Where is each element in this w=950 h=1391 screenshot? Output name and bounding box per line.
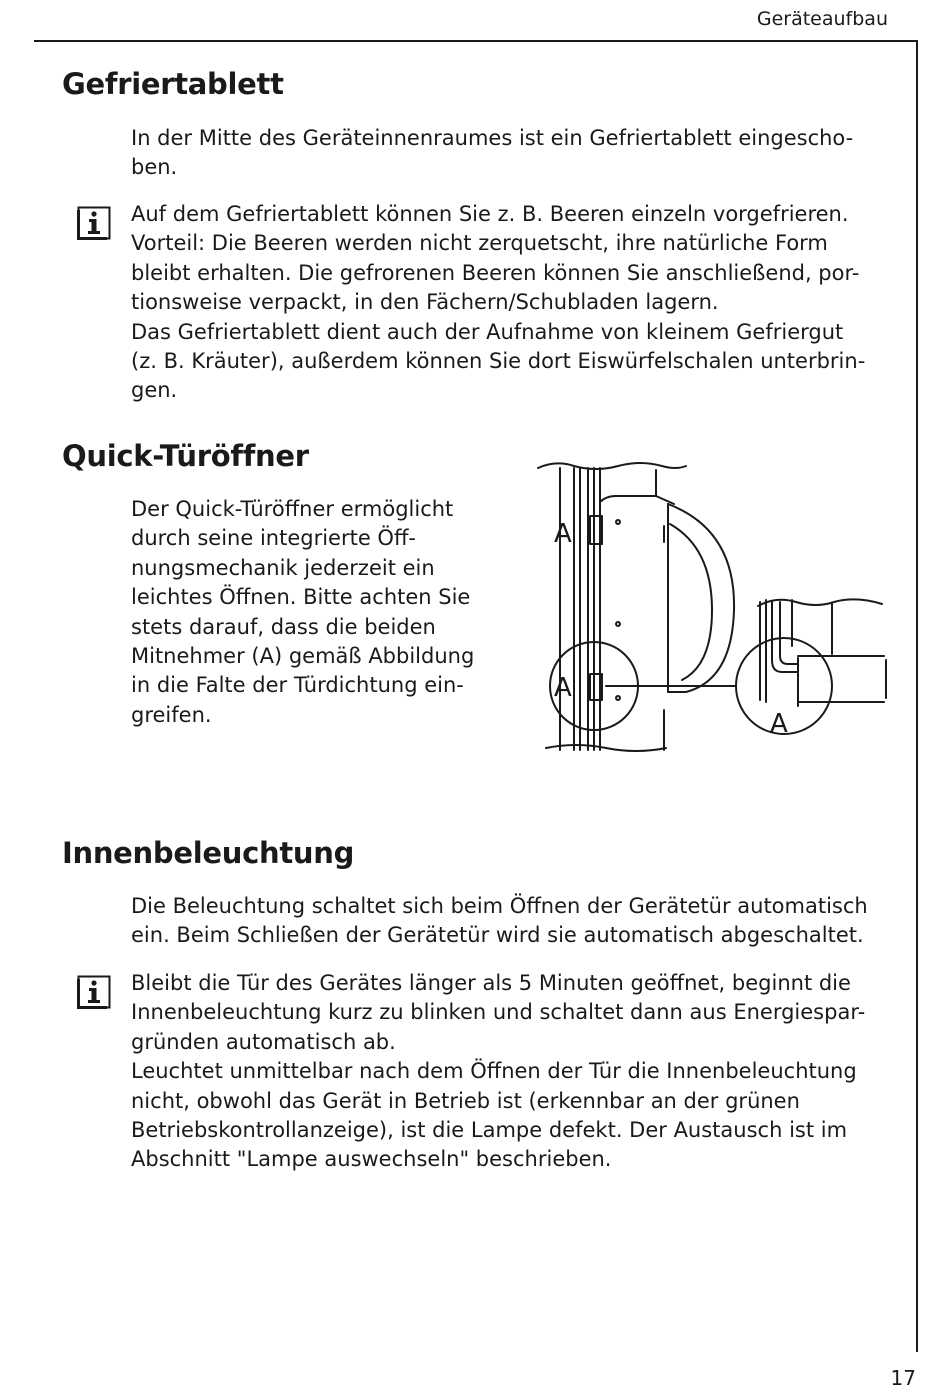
gefriertablett-intro xyxy=(131,124,853,183)
section-title-quick-tueroeffner: Quick-Türöffner xyxy=(62,439,309,473)
innenbeleuchtung-note xyxy=(131,969,865,1175)
text-line: ein. Beim Schließen der Gerätetür wird sie automatisch abgeschaltet. xyxy=(131,923,864,948)
label-a-top: A xyxy=(554,519,572,549)
door-opener-illustration xyxy=(536,460,888,756)
detail-break-line xyxy=(758,599,882,606)
info-icon xyxy=(77,206,111,240)
text-line: gen. xyxy=(131,378,178,403)
text-line: Das Gefriertablett dient auch der Aufnahme von kleinem Gefriergut xyxy=(131,319,844,344)
text-line: in die Falte der Türdichtung ein- xyxy=(131,673,464,698)
detail-part xyxy=(780,602,798,664)
text-line: leichtes Öffnen. Bitte achten Sie xyxy=(131,585,471,610)
screw xyxy=(616,520,620,524)
text-line: Mitnehmer (A) gemäß Abbildung xyxy=(131,644,475,669)
text-line: tionsweise verpackt, in den Fächern/Schubladen lagern. xyxy=(131,290,719,315)
text-line: Abschnitt "Lampe auswechseln" beschrieben. xyxy=(131,1147,612,1172)
text-line: stets darauf, dass die beiden xyxy=(131,614,436,639)
text-line: nungsmechanik jederzeit ein xyxy=(131,555,435,580)
handle-inner xyxy=(670,524,712,680)
text-line: (z. B. Kräuter), außerdem können Sie dort Eiswürfelschalen unterbrin- xyxy=(131,349,866,374)
text-line: Bleibt die Tür des Gerätes länger als 5 Minuten geöffnet, beginnt die xyxy=(131,971,851,995)
text-line: gründen automatisch ab. xyxy=(131,1029,396,1054)
text-line: Leuchtet unmittelbar nach dem Öffnen der Tür die Innenbeleuchtung xyxy=(131,1059,857,1084)
text-line: Innenbeleuchtung kurz zu blinken und schaltet dann aus Energiespar- xyxy=(131,1000,866,1025)
page-number: 17 xyxy=(890,1366,916,1390)
text-line: Vorteil: Die Beeren werden nicht zerquetscht, ihre natürliche Form xyxy=(131,231,828,256)
text-line: In der Mitte des Geräteinnenraumes ist ein Gefriertablett eingescho- xyxy=(131,126,854,150)
gefriertablett-note xyxy=(131,200,865,406)
screw xyxy=(616,622,620,626)
section-title-innenbeleuchtung: Innenbeleuchtung xyxy=(62,836,355,870)
text-line: durch seine integrierte Öff- xyxy=(131,526,416,551)
label-a-right: A xyxy=(770,709,788,739)
header-rule xyxy=(34,40,918,42)
break-line-bottom xyxy=(546,745,666,751)
info-icon xyxy=(77,975,111,1009)
text-line: greifen. xyxy=(131,702,212,727)
text-line: Der Quick-Türöffner ermöglicht xyxy=(131,497,454,521)
label-a-left: A xyxy=(554,673,572,703)
door-top xyxy=(600,468,674,504)
section-title-gefriertablett: Gefriertablett xyxy=(62,67,284,101)
detail-part xyxy=(772,602,798,672)
text-line: ben. xyxy=(131,155,178,180)
quick-tueroeffner-body xyxy=(131,495,474,730)
screw xyxy=(616,696,620,700)
margin-rule xyxy=(916,40,918,1352)
text-line: nicht, obwohl das Gerät in Betrieb ist (erkennbar an der grünen xyxy=(131,1088,800,1113)
innenbeleuchtung-intro xyxy=(131,892,868,951)
text-line: bleibt erhalten. Die gefrorenen Beeren können Sie anschließend, por- xyxy=(131,260,860,285)
text-line: Auf dem Gefriertablett können Sie z. B. Beeren einzeln vorgefrieren. xyxy=(131,202,849,226)
running-header: Geräteaufbau xyxy=(756,8,888,30)
text-line: Betriebskontrollanzeige), ist die Lampe defekt. Der Austausch ist im xyxy=(131,1118,848,1143)
text-line: Die Beleuchtung schaltet sich beim Öffnen der Gerätetür automatisch xyxy=(131,894,868,918)
